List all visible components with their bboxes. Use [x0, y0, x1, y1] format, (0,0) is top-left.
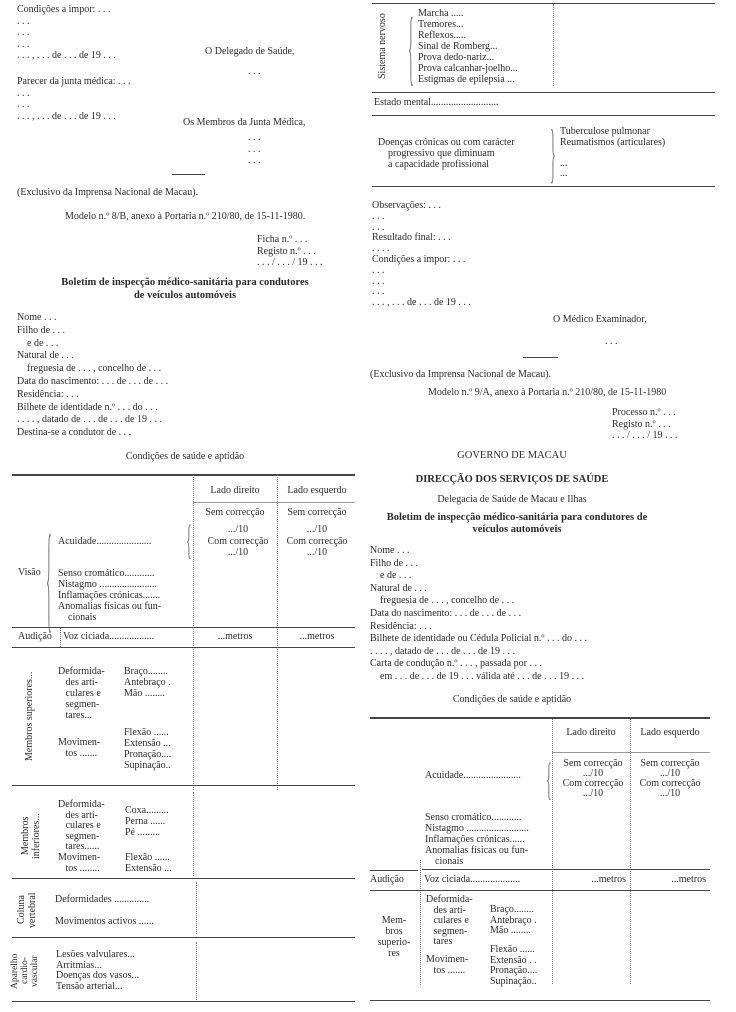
left-metres: ...metros	[671, 874, 706, 885]
right-metres: ...metros	[217, 631, 253, 642]
column-divider	[553, 4, 554, 86]
right-metres: ...metros	[591, 874, 626, 885]
conditions-heading: Condições de saúde e aptidão	[452, 694, 572, 705]
form-title: Boletim de inspecção médico-sanitária para condutores de veículos automóveis	[386, 512, 648, 535]
brace-icon: {	[546, 752, 552, 806]
left-acuity-values: Sem correcção .../10 Com correcção .../10	[639, 758, 701, 799]
conditions-heading: Condições de saúde e aptidão	[125, 451, 245, 462]
process-number-block: Processo n.º . . . Registo n.º . . . . . . / . . . / 19 . . .	[612, 407, 678, 441]
file-number-block: Ficha n.º . . . Registo n.º . . . . . . / . . . / 19 . . .	[257, 234, 323, 268]
observations-block: Observações: . . . . . . . . . Resultado final: . . . . . . . Condições a impor: . . . . . . . . . . . . . . . , . . . de . . . de 19 . . .	[372, 200, 471, 309]
table-bottom-rule	[370, 1000, 710, 1001]
form-title: Boletim de inspecção médico-sanitária para condutores de veículos automóveis	[61, 277, 309, 301]
model-reference: Modelo n.º 8/B, anexo à Portaria n.º 210/80, de 15-11-1980.	[65, 211, 306, 222]
examining-doctor-signature: . . .	[605, 336, 618, 347]
lower-movements: Movimen- tos ........	[58, 852, 101, 874]
brace-icon: }	[550, 114, 556, 191]
personal-details: Nome . . . Filho de . . . e de . . . Natural de . . . freguesia de . . . , concelho de . . . Data do nascimento: . . . de . . . de . . . Residência: . . . Bilhete de identidade n.º . . . do . . . . . . . , datado de . . . de . . . de 19 . . . Destina-se a condutor de . . .	[17, 312, 169, 439]
upper-segments: Braço........ Antebraço . Mão ........	[124, 666, 171, 699]
brace-icon: {	[408, 0, 414, 96]
row-rule	[372, 92, 715, 93]
right-acuity-values: Sem correcção .../10 Com correcção .../10	[562, 758, 624, 799]
header-left-side: Lado esquerdo	[640, 727, 700, 738]
row-rule	[12, 785, 355, 786]
row-rule	[370, 890, 710, 891]
chronic-diseases-items: Tuberculose pulmonar Reumatismos (articulares) ... ...	[560, 126, 666, 179]
upper-movements: Movimen- tos .......	[426, 954, 469, 976]
right-without-correction: Sem correcção	[205, 507, 265, 518]
table-bottom-rule	[12, 1001, 355, 1002]
vision-items: Senso cromático............ Nistagmo ......................... Inflamações crónicas...... Anomalias físicas ou fun- cionais	[425, 812, 529, 867]
vision-label: Visão	[18, 567, 41, 578]
medical-board-signatures: . . . . . . . . .	[248, 132, 261, 166]
header-rule	[193, 502, 355, 503]
cardiovascular-items: Lesões valvulares... Arritmias... Doenças dos vasos... Tensão arterial...	[56, 949, 140, 992]
left-metres: ...metros	[299, 631, 335, 642]
directorate-heading: DIRECÇÃO DOS SERVIÇOS DE SAÚDE	[415, 474, 609, 485]
header-left-side: Lado esquerdo	[287, 485, 347, 496]
header-rule	[552, 752, 710, 753]
chronic-diseases-label: Doenças crónicas ou com carácter progressivo que diminuam a capacidade profissional	[378, 137, 515, 170]
brace-icon: {	[186, 516, 192, 564]
vision-items: Senso cromático............ Nistagmo ....................... Inflamações crónicas....... Anomalias físicas ou fun- cionais	[58, 568, 162, 623]
whispered-voice: Voz ciciada....................	[424, 874, 521, 885]
spine-deformities: Deformidades ..............	[55, 894, 150, 905]
row-rule	[12, 878, 355, 879]
upper-movement-types: Flexão ...... Extensão ... Pronação.... Supinação..	[124, 727, 172, 771]
nervous-system-items: Marcha ..... Tremores... Reflexos..... Sinal de Romberg... Prova dedo-nariz... Prova calcanhar-joelho... Estigmas de epilepsia ...	[418, 8, 518, 85]
upper-limbs-label: Mem- bros superio- res	[377, 915, 411, 959]
cell-divider	[420, 860, 421, 985]
conditions-to-impose: Condições a impor: . . . . . . . . . . . . . . . , . . . de . . . de 19 . . .	[17, 4, 116, 61]
government-heading: GOVERNO DE MACAU	[457, 450, 567, 461]
row-rule	[370, 870, 418, 871]
model-reference: Modelo n.º 9/A, anexo à Portaria n.º 210/80, de 15-11-1980	[428, 387, 667, 398]
upper-movement-types: Flexão ...... Extensão . . Pronação.... Supinação..	[490, 944, 538, 987]
upper-limbs-label: Membros superiores...	[24, 671, 35, 761]
medical-board-members-label: Os Membros da Junta Médica,	[183, 117, 306, 128]
delegation-heading: Delegacia de Saúde de Macau e Ilhas	[437, 494, 587, 505]
lower-movement-types: Flexão ...... Extensão ...	[125, 852, 172, 874]
header-right-side: Lado direito	[210, 485, 260, 496]
mental-state: Estado mental...........................	[374, 97, 499, 108]
separator	[523, 357, 558, 358]
nervous-system-label: Sistema nervoso	[377, 13, 388, 79]
right-acuity-values: .../10 Com correcção .../10	[207, 524, 269, 558]
acuity-label: Acuidade.......................	[425, 770, 521, 781]
table-top-rule	[370, 717, 710, 719]
left-without-correction: Sem correcção	[287, 507, 347, 518]
exclusive-note: (Exclusivo da Imprensa Nacional de Macau).	[370, 369, 552, 380]
lower-deformities: Deformida- des arti- culares e segmen- tares......	[58, 799, 105, 853]
row-rule	[12, 937, 355, 938]
whispered-voice: Voz ciciada..................	[63, 631, 155, 642]
spine-label: Coluna vertebral	[16, 892, 38, 928]
upper-movements: Movimen- tos .......	[58, 737, 101, 759]
row-rule	[372, 186, 715, 187]
cell-divider	[60, 628, 61, 647]
row-rule	[422, 869, 710, 870]
upper-deformities: Deformida- des arti- culares e segmen- tares	[426, 894, 473, 948]
column-divider	[193, 792, 194, 876]
brace-icon: {	[46, 507, 52, 647]
exclusive-note: (Exclusivo da Imprensa Nacional de Macau).	[17, 187, 199, 198]
column-divider	[552, 719, 553, 984]
row-rule	[12, 647, 355, 648]
table-top-rule	[12, 474, 355, 476]
examining-doctor-label: O Médico Examinador,	[553, 314, 647, 325]
upper-deformities: Deformida- des arti- culares e segmen- tares...	[58, 666, 105, 721]
column-divider	[196, 942, 197, 1000]
header-right-side: Lado direito	[566, 727, 616, 738]
acuity-label: Acuidade......................	[58, 536, 152, 547]
row-rule	[372, 115, 715, 116]
hearing-label: Audição	[370, 874, 404, 885]
hearing-label: Audição	[18, 631, 52, 642]
row-rule	[12, 627, 355, 628]
column-divider	[196, 882, 197, 934]
medical-board-opinion: Parecer da junta médica: . . . . . . . . . . . . , . . . de . . . de 19 . . .	[17, 76, 131, 122]
personal-details: Nome . . . Filho de . . . e de . . . Natural de . . . freguesia de . . . , concelho de . . . Data do nascimento: . . . de . . . de . . . Residência: . . . Bilhete de identidade ou Cédula Policial n.º . . . do . . . . . . . , datado de . . . de . . . de 19 . . . Carta de condução n.º . . . , passada por . . . em . . . de . . . de 19 . . . válida até . . . de . . . 19 . . .	[370, 545, 587, 682]
health-delegate-label: O Delegado de Saúde,	[205, 46, 295, 57]
table-top-rule	[372, 3, 715, 4]
cardiovascular-label: Aparelho cardio- vascular	[10, 953, 40, 989]
upper-segments: Braço........ Antebraço . Mão ........	[490, 904, 537, 937]
spine-active-movements: Movimentos activos ......	[55, 916, 154, 927]
lower-segments: Coxa......... Perna ...... Pé .........	[125, 805, 169, 838]
lower-limbs-label: Membros inferiores...	[20, 813, 42, 859]
separator	[172, 174, 205, 175]
health-delegate-signature: . . .	[248, 66, 261, 77]
left-acuity-values: .../10 Com correcção .../10	[286, 524, 348, 558]
